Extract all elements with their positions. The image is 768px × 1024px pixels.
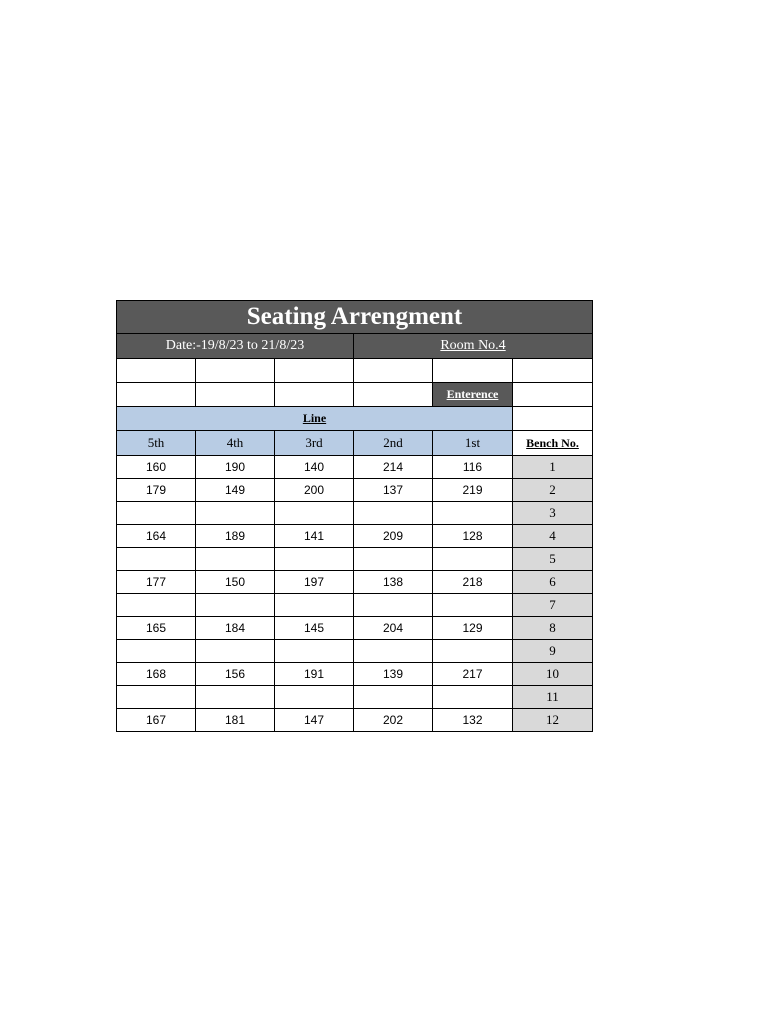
entrance-label: Enterence (433, 383, 513, 407)
seat-cell: 190 (196, 456, 275, 479)
seat-cell: 147 (275, 709, 354, 732)
seat-cell: 164 (117, 525, 196, 548)
table-row (117, 548, 593, 571)
bench-number: 8 (513, 617, 593, 640)
lane-header: 2nd (354, 431, 433, 456)
seat-cell: 204 (354, 617, 433, 640)
seat-cell: 165 (117, 617, 196, 640)
seat-cell (275, 686, 354, 709)
seat-cell: 197 (275, 571, 354, 594)
seat-cell: 141 (275, 525, 354, 548)
blank-cell (354, 383, 433, 407)
seat-cell (117, 594, 196, 617)
seat-cell (433, 548, 513, 571)
lane-header: 4th (196, 431, 275, 456)
bench-number: 1 (513, 456, 593, 479)
table-row (117, 686, 593, 709)
table-row (117, 709, 593, 732)
seat-cell (433, 686, 513, 709)
seat-cell: 202 (354, 709, 433, 732)
entrance-row (117, 383, 593, 407)
seat-cell: 184 (196, 617, 275, 640)
line-label: Line (117, 407, 513, 431)
blank-cell (513, 359, 593, 383)
blank-cell (513, 383, 593, 407)
seat-cell (196, 640, 275, 663)
seat-cell (117, 686, 196, 709)
seat-cell (354, 686, 433, 709)
seat-cell: 132 (433, 709, 513, 732)
seat-cell (433, 594, 513, 617)
seat-cell: 128 (433, 525, 513, 548)
seat-cell: 156 (196, 663, 275, 686)
seat-cell: 168 (117, 663, 196, 686)
lane-header: 5th (117, 431, 196, 456)
seat-cell (196, 502, 275, 525)
table-row (117, 640, 593, 663)
table-row (117, 571, 593, 594)
bench-number: 11 (513, 686, 593, 709)
seat-cell: 189 (196, 525, 275, 548)
table-row (117, 594, 593, 617)
seat-cell: 200 (275, 479, 354, 502)
bench-number: 4 (513, 525, 593, 548)
blank-cell (117, 383, 196, 407)
bench-number: 2 (513, 479, 593, 502)
header-row (117, 431, 593, 456)
seat-cell (433, 502, 513, 525)
seat-cell: 179 (117, 479, 196, 502)
seat-cell: 214 (354, 456, 433, 479)
blank-row (117, 359, 593, 383)
seat-cell (433, 640, 513, 663)
blank-cell (433, 359, 513, 383)
seat-cell: 160 (117, 456, 196, 479)
seat-cell (354, 594, 433, 617)
seat-cell: 177 (117, 571, 196, 594)
seat-cell (354, 548, 433, 571)
seat-cell (117, 502, 196, 525)
table-row (117, 617, 593, 640)
seat-cell: 137 (354, 479, 433, 502)
seat-cell: 149 (196, 479, 275, 502)
seat-cell: 145 (275, 617, 354, 640)
bench-number: 9 (513, 640, 593, 663)
seat-cell: 219 (433, 479, 513, 502)
bench-number: 10 (513, 663, 593, 686)
seat-cell (196, 548, 275, 571)
seat-cell (196, 594, 275, 617)
seat-cell: 139 (354, 663, 433, 686)
seat-cell (354, 502, 433, 525)
room-number: Room No.4 (354, 334, 593, 359)
seat-cell (275, 640, 354, 663)
blank-cell (196, 359, 275, 383)
line-row (117, 407, 593, 431)
seat-cell: 191 (275, 663, 354, 686)
seat-cell: 150 (196, 571, 275, 594)
seat-cell: 140 (275, 456, 354, 479)
table-row (117, 456, 593, 479)
seat-cell (117, 640, 196, 663)
seating-table (116, 300, 593, 732)
blank-cell (196, 383, 275, 407)
seat-cell (117, 548, 196, 571)
table-row (117, 479, 593, 502)
blank-cell (354, 359, 433, 383)
seat-cell: 218 (433, 571, 513, 594)
seat-cell (196, 686, 275, 709)
lane-header: 1st (433, 431, 513, 456)
seat-cell: 116 (433, 456, 513, 479)
blank-cell (275, 383, 354, 407)
lane-header: 3rd (275, 431, 354, 456)
bench-number: 5 (513, 548, 593, 571)
bench-number: 6 (513, 571, 593, 594)
table-row (117, 663, 593, 686)
blank-cell (513, 407, 593, 431)
seat-cell (275, 594, 354, 617)
bench-header: Bench No. (513, 431, 593, 456)
blank-cell (275, 359, 354, 383)
title-row (117, 301, 593, 334)
seat-cell: 209 (354, 525, 433, 548)
seat-cell: 181 (196, 709, 275, 732)
bench-number: 12 (513, 709, 593, 732)
seat-cell: 167 (117, 709, 196, 732)
seat-cell: 138 (354, 571, 433, 594)
seat-cell (354, 640, 433, 663)
seat-cell: 129 (433, 617, 513, 640)
table-row (117, 502, 593, 525)
info-row (117, 334, 593, 359)
seat-cell (275, 502, 354, 525)
bench-number: 3 (513, 502, 593, 525)
sheet-title: Seating Arrengment (117, 301, 593, 334)
table-row (117, 525, 593, 548)
bench-number: 7 (513, 594, 593, 617)
blank-cell (117, 359, 196, 383)
date-range: Date:-19/8/23 to 21/8/23 (117, 334, 354, 359)
seat-cell: 217 (433, 663, 513, 686)
seat-cell (275, 548, 354, 571)
